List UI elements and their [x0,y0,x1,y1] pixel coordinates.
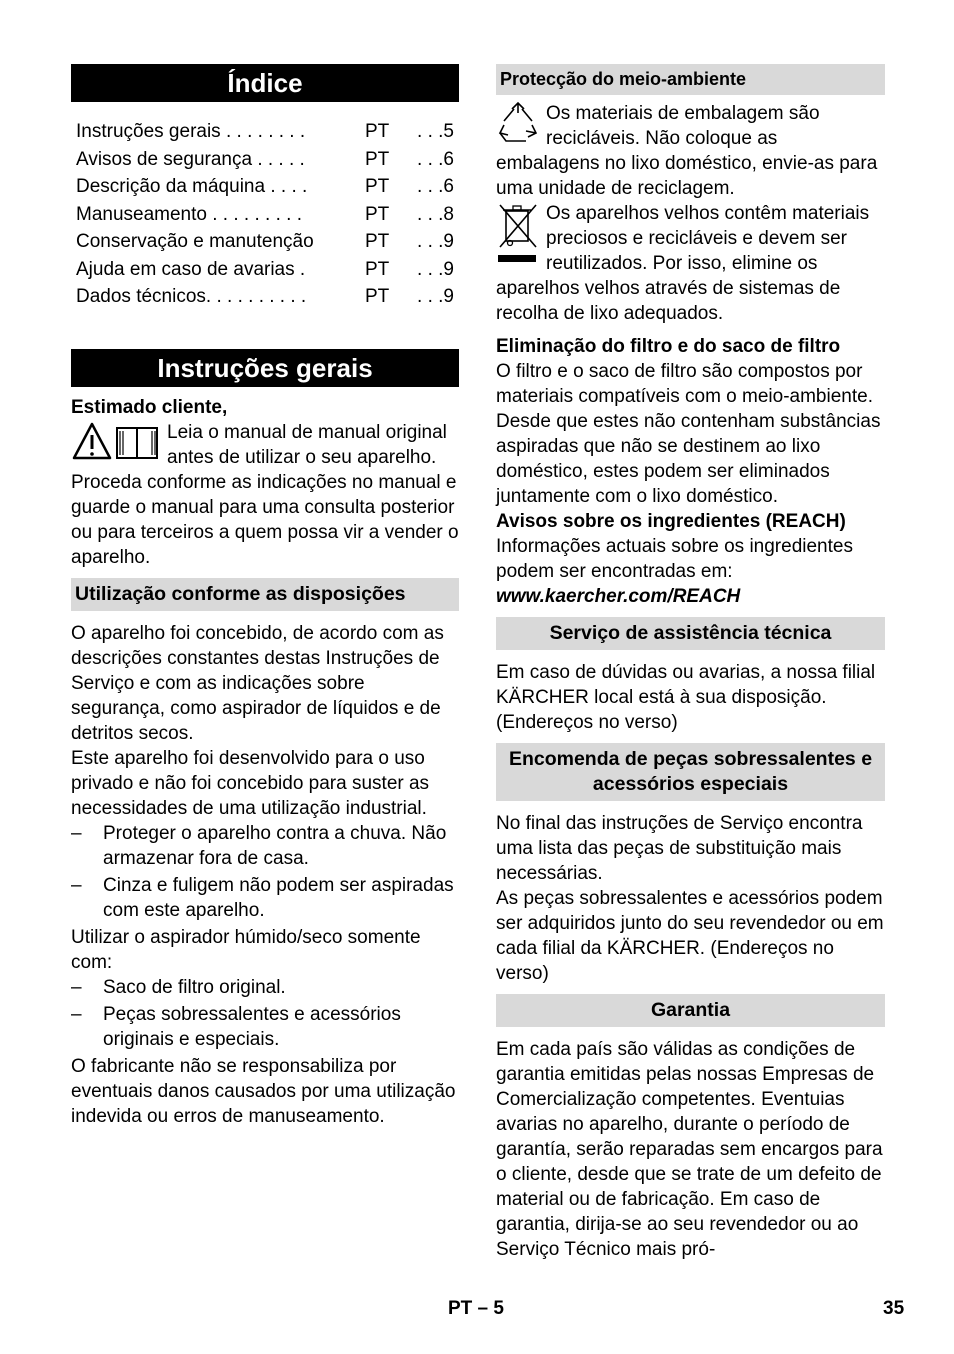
toc-page: . . .6 [417,176,454,197]
reach-link[interactable]: www.kaercher.com/REACH [496,586,741,607]
dash-mark: – [71,1003,82,1025]
weee-bin-icon [496,201,540,272]
list-item [71,873,459,923]
index-heading: Índice [71,64,459,102]
parts-p1: No final das instruções de Serviço encontra uma lista das peças de substituição mais necessárias. [496,813,863,884]
toc-page: . . .6 [417,148,454,170]
recycle-text: Os materiais de embalagem são recicláveis. Não coloque as embalagens no lixo doméstico, envie-as para uma unidade de reciclagem. [496,103,878,199]
toc-row[interactable] [76,283,459,311]
parts-p2: As peças sobressalentes e acessórios podem ser adquiridos junto do seu revendedor ou em cada filial da KÄRCHER. (Endereços no verso) [496,888,884,984]
warranty-heading: Garantia [496,994,885,1027]
toc-page: . . .9 [417,286,454,307]
toc-title: Descrição da máquina . . . . [76,176,308,197]
weee-text: Os aparelhos velhos contêm materiais preciosos e recicláveis e devem ser reutilizados. Por isso, elimine os aparelhos velhos através de sistemas de recolha de lixo adequados. [496,203,870,324]
service-text: Em caso de dúvidas ou avarias, a nossa filial KÄRCHER local está à sua disposição. (Endereços no verso) [496,662,876,733]
right-column [496,64,885,1262]
proper-use-p2: Este aparelho foi desenvolvido para o uso privado e não foi concebido para suster as necessidades de uma utilização industrial. [71,747,430,819]
warning-manual-icon [71,420,161,467]
toc-page: . . .9 [417,258,454,280]
table-of-contents [71,118,459,311]
toc-title: Dados técnicos. . . . . . . . . . [76,286,307,307]
proper-use-p1: O aparelho foi concebido, de acordo com as descrições constantes destas Instruções de Serviço e com as indicações sobre segurança, como aspirador de líquidos e de detritos secos. [71,622,444,744]
warranty-text: Em cada país são válidas as condições de garantia emitidas pelas nossas Empresas de Comercialização competentes. Eventuias avarias no aparelho, durante o período de garantía, serão reparadas sem encargos para o cliente, desde que se trate de um defeito de material ou de fabricação. Em caso de garantia, dirija-se ao seu revendedor ou ao Serviço Técnico mais pró- [496,1039,883,1260]
toc-page: . . .9 [417,231,454,252]
reach-heading: Avisos sobre os ingredientes (REACH) [496,511,846,532]
list-item [71,1002,459,1052]
filter-disposal-heading: Eliminação do filtro e do saco de filtro [496,336,841,357]
toc-lang: PT [365,258,390,280]
proper-use-heading: Utilização conforme as disposições [71,578,459,611]
list-item-text: Saco de filtro original. [103,976,286,998]
toc-lang: PT [365,203,390,225]
toc-lang: PT [365,286,390,307]
toc-page: . . .8 [417,203,454,225]
proper-use-list-2 [71,975,459,1052]
toc-lang: PT [365,176,390,197]
toc-row[interactable] [76,228,459,256]
general-instructions-heading: Instruções gerais [71,349,459,387]
toc-lang: PT [365,121,390,142]
proper-use-list-1 [71,821,459,923]
toc-title: Conservação e manutenção [76,231,314,252]
filter-disposal-p1: O filtro e o saco de filtro são compostos por materiais compatíveis com o meio-ambiente. [496,361,873,407]
dash-mark: – [71,976,82,998]
footer-page-number: 35 [883,1298,905,1319]
parts-heading: Encomenda de peças sobressalentes e acessórios especiais [496,743,885,801]
list-item [71,821,459,871]
recycle-block [496,101,885,201]
toc-row[interactable] [76,146,459,174]
list-item-text: Peças sobressalentes e acessórios originais e especiais. [103,1003,401,1050]
list-item-text: Proteger o aparelho contra a chuva. Não armazenar fora de casa. [103,822,447,869]
intro-block [71,420,459,570]
proper-use-p4: O fabricante não se responsabiliza por eventuais danos causados por uma utilização indevida ou erros de manuseamento. [71,1055,456,1127]
toc-title: Ajuda em caso de avarias . [76,258,306,280]
toc-title: Instruções gerais . . . . . . . . [76,121,306,142]
environment-heading: Protecção do meio-ambiente [496,64,885,95]
filter-disposal-p2: Desde que estes não contenham substâncias aspiradas que não se destinem ao lixo doméstico, estes podem ser eliminados juntamente com o lixo doméstico. [496,411,881,507]
service-heading: Serviço de assistência técnica [496,617,885,650]
toc-lang: PT [365,148,390,170]
dash-mark: – [71,822,82,844]
intro-text: Leia o manual de manual original antes de utilizar o seu aparelho. Proceda conforme as indicações no manual e guarde o manual para uma consulta posterior ou para terceiros a quem possa vir a vender o aparelho. [71,421,459,568]
recycle-icon [496,101,540,150]
toc-row[interactable] [76,173,459,201]
list-item [71,975,459,1000]
toc-row[interactable] [76,256,459,284]
toc-page: . . .5 [417,121,454,142]
left-column [71,64,459,1129]
list-item-text: Cinza e fuligem não podem ser aspiradas com este aparelho. [103,874,454,921]
reach-text: Informações actuais sobre os ingredientes podem ser encontradas em: [496,536,853,582]
greeting: Estimado cliente, [71,396,228,418]
toc-title: Manuseamento . . . . . . . . . [76,203,302,225]
proper-use-p3: Utilizar o aspirador húmido/seco somente com: [71,926,421,973]
footer-section-label: PT – 5 [448,1298,504,1319]
toc-row[interactable] [76,118,459,146]
toc-title: Avisos de segurança . . . . . [76,148,305,170]
weee-block [496,201,885,326]
toc-lang: PT [365,231,390,252]
toc-row[interactable] [76,201,459,229]
dash-mark: – [71,874,82,896]
